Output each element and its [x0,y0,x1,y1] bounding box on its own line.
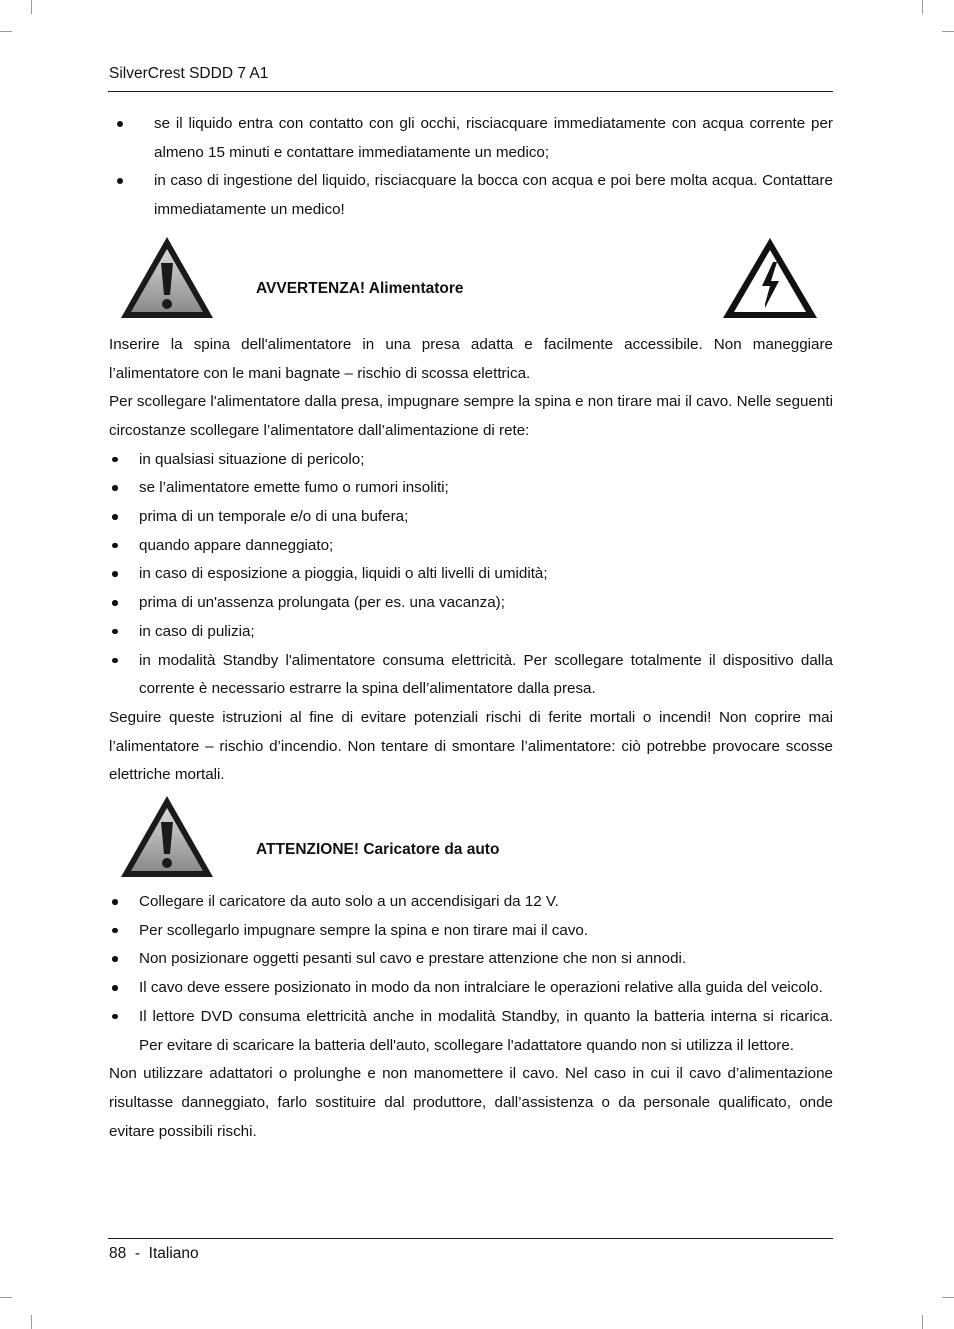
crop-mark [922,0,923,14]
bullet-icon [112,956,118,962]
list-item: Non posizionare oggetti pesanti sul cavo e prestare attenzione che non si annodi. [109,945,833,974]
footer-separator: - [134,1245,141,1262]
list-item: se il liquido entra con contatto con gli occhi, risciacquare immediatamente con acqua corrente per almeno 15 minuti e contattare immediatamente un medico; [109,110,833,167]
list-item: in qualsiasi situazione di pericolo; [109,446,833,475]
bullet-icon [112,985,118,991]
bullet-list-car-charger [109,888,833,1060]
paragraph: Seguire queste istruzioni al fine di evitare potenziali rischi di ferite mortali o incendi! Non coprire mai l’alimentatore – rischio d’incendio. Non tentare di smontare l’alimentatore: ciò potrebbe provocare scosse elettriche mortali. [109,708,833,784]
section-title: AVVERTENZA! Alimentatore [256,279,464,297]
bullet-icon [112,543,118,549]
crop-mark [31,0,32,14]
page-footer [109,1243,199,1265]
list-item: prima di un'assenza prolungata (per es. una vacanza); [109,589,833,618]
crop-mark [0,31,12,32]
list-item: in caso di esposizione a pioggia, liquidi o alti livelli di umidità; [109,560,833,589]
paragraph: Per scollegare l'alimentatore dalla presa, impugnare sempre la spina e non tirare mai il cavo. Nelle seguenti circostanze scollegare l’alimentatore dall’alimentazione di rete: [109,393,833,439]
list-item: in modalità Standby l'alimentatore consuma elettricità. Per scollegare totalmente il dispositivo dalla corrente è necessario estrarre la spina dell’alimentatore dalla presa. [109,647,833,704]
header-title: SilverCrest SDDD 7 A1 [109,65,269,82]
paragraph: Non utilizzare adattatori o prolunghe e non manomettere il cavo. Nel caso in cui il cavo d’alimentazione risultasse danneggiato, farlo sostituire dal produttore, dall’assistenza o da personale qualificato, onde evitare possibili rischi. [109,1065,833,1140]
bullet-icon [112,899,118,905]
footer-divider [108,1238,833,1239]
list-item: in caso di ingestione del liquido, risciacquare la bocca con acqua e poi bere molta acqua. Contattare immediatamente un medico! [109,167,833,224]
bullet-icon [112,457,118,463]
page-header [109,63,833,85]
list-item: in caso di pulizia; [109,618,833,647]
bullet-icon [112,514,118,520]
warning-exclamation-icon [119,794,215,880]
page-content [109,110,833,1146]
bullet-icon [112,658,118,664]
list-item: Collegare il caricatore da auto solo a un accendisigari da 12 V. [109,888,833,917]
bullet-icon [112,928,118,934]
list-item: Il lettore DVD consuma elettricità anche in modalità Standby, in quanto la batteria interna si ricarica. Per evitare di scaricare la batteria dell'auto, scollegare l'adattatore quando non si utilizza il lettore. [109,1003,833,1060]
list-item: se l’alimentatore emette fumo o rumori insoliti; [109,474,833,503]
warning-exclamation-icon [119,235,215,321]
list-item: Il cavo deve essere posizionato in modo da non intralciare le operazioni relative alla guida del veicolo. [109,974,833,1003]
warning-heading-power-supply [109,235,833,329]
paragraph: Inserire la spina dell'alimentatore in una presa adatta e facilmente accessibile. Non maneggiare l’alimentatore con le mani bagnate – rischio di scossa elettrica. [109,335,833,382]
list-item: Per scollegarlo impugnare sempre la spina e non tirare mai il cavo. [109,917,833,946]
bullet-icon [112,629,118,635]
list-item: quando appare danneggiato; [109,532,833,561]
bullet-icon [112,571,118,577]
footer-language: Italiano [148,1245,199,1262]
list-item: prima di un temporale e/o di una bufera; [109,503,833,532]
crop-mark [0,1297,12,1298]
crop-mark [942,1297,954,1298]
bullet-icon [112,600,118,606]
intro-bullet-list [109,110,833,225]
high-voltage-icon [721,236,819,320]
crop-mark [942,31,954,32]
bullet-icon [117,178,123,184]
bullet-icon [112,1014,118,1020]
crop-mark [922,1315,923,1329]
bullet-icon [112,485,118,491]
bullet-list-power-supply [109,446,833,704]
warning-heading-car-charger [109,794,833,886]
header-divider [108,91,833,92]
page-number: 88 [109,1245,127,1262]
bullet-icon [117,121,123,127]
section-title: ATTENZIONE! Caricatore da auto [256,841,500,859]
crop-mark [31,1315,32,1329]
